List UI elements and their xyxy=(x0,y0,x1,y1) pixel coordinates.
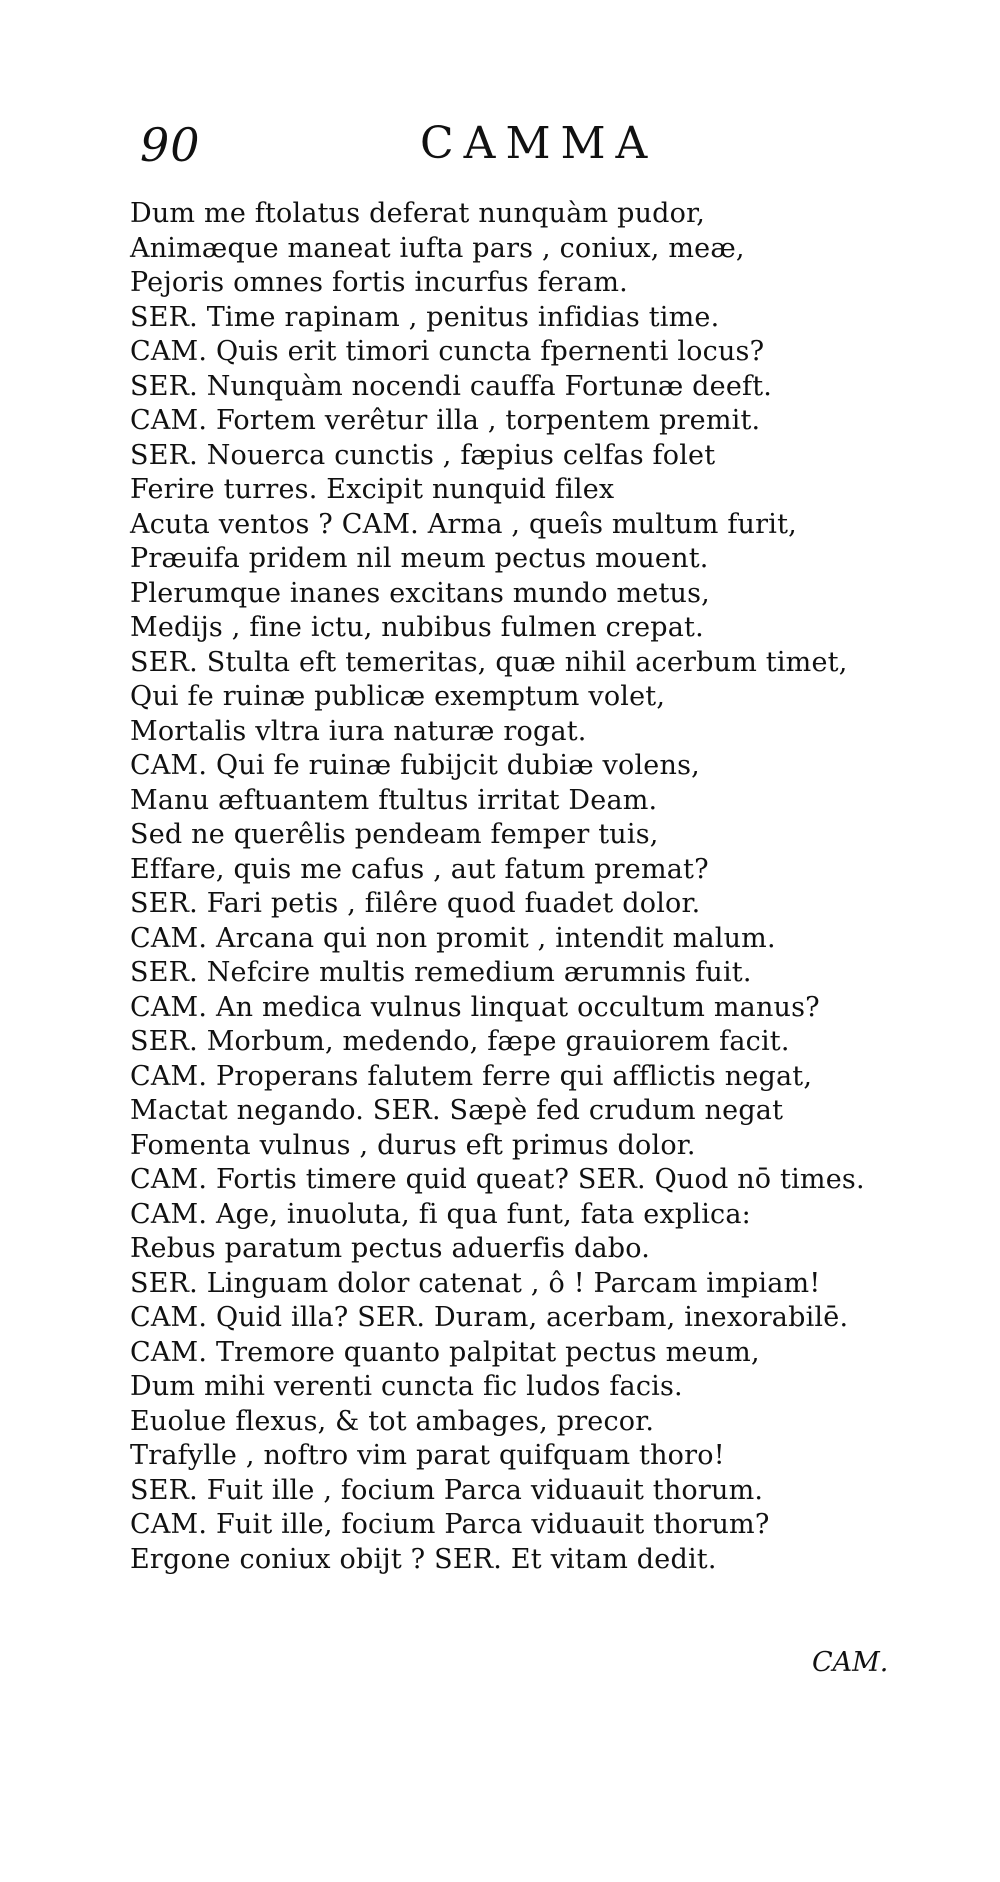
verse-line: SER. Stulta eft temeritas, quæ nihil acerbum timet, xyxy=(130,646,848,678)
verse-line: SER. Time rapinam , penitus infidias time. xyxy=(130,301,720,333)
verse-line: CAM. Quid illa? SER. Duram, acerbam, inexorabilē. xyxy=(130,1302,849,1333)
verse-line: Ergone coniux obijt ? SER. Et vitam dedit. xyxy=(130,1543,717,1575)
running-title: CAMMA xyxy=(420,118,658,169)
verse-line: CAM. Tremore quanto palpitat pectus meum, xyxy=(130,1336,760,1368)
verse-line: Sed ne querêlis pendeam femper tuis, xyxy=(130,819,659,850)
verse-line: SER. Nouerca cunctis , fæpius celfas folet xyxy=(130,439,716,471)
verse-line: Trafylle , noftro vim parat quifquam thoro! xyxy=(130,1440,725,1471)
verse-line: Dum mihi verenti cuncta fic ludos facis. xyxy=(130,1371,683,1402)
verse-line: CAM. Fuit ille, focium Parca viduauit thorum? xyxy=(130,1509,770,1540)
verse-line: SER. Linguam dolor catenat , ô ! Parcam impiam! xyxy=(130,1267,821,1299)
verse-line: Medijs , fine ictu, nubibus fulmen crepat. xyxy=(130,612,704,643)
verse-line: SER. Nunquàm nocendi cauffa Fortunæ deeft. xyxy=(130,370,773,402)
verse-line: Ferire turres. Excipit nunquid filex xyxy=(130,474,615,505)
verse-line: CAM. Arcana qui non promit , intendit malum. xyxy=(130,922,776,954)
verse-line: Euolue flexus, & tot ambages, precor. xyxy=(130,1405,655,1437)
verse-line: CAM. Fortis timere quid queat? SER. Quod nō times. xyxy=(130,1164,865,1195)
verse-line: Dum me ftolatus deferat nunquàm pudor, xyxy=(130,198,706,229)
verse-line: Mortalis vltra iura naturæ rogat. xyxy=(130,715,587,747)
verse-line: Fomenta vulnus , durus eft primus dolor. xyxy=(130,1129,696,1161)
verse-line: Mactat negando. SER. Sæpè fed crudum negat xyxy=(130,1095,784,1126)
verse-line: CAM. Qui fe ruinæ fubijcit dubiæ volens, xyxy=(130,750,700,781)
verse-line: Effare, quis me cafus , aut fatum premat? xyxy=(130,853,709,885)
verse-line: CAM. Fortem verêtur illa , torpentem premit. xyxy=(130,405,761,436)
verse-line: Manu æftuantem ftultus irritat Deam. xyxy=(130,784,658,816)
page-number: 90 xyxy=(140,118,201,172)
verse-line: Pejoris omnes fortis incurfus feram. xyxy=(130,267,628,298)
verse-line: Animæque maneat iufta pars , coniux, meæ, xyxy=(130,232,745,264)
verse-line: CAM. Age, inuoluta, fi qua funt, fata explica: xyxy=(130,1198,751,1230)
page-header xyxy=(140,118,900,178)
verse-line: CAM. Quis erit timori cuncta fpernenti locus? xyxy=(130,336,765,367)
verse-line: Acuta ventos ? CAM. Arma , queîs multum furit, xyxy=(130,508,797,540)
verse-line: CAM. Properans falutem ferre qui afflictis negat, xyxy=(130,1060,813,1092)
catchword: CAM. xyxy=(812,1647,889,1678)
verse-line: Præuifa pridem nil meum pectus mouent. xyxy=(130,543,709,574)
verse-line: SER. Nefcire multis remedium ærumnis fuit. xyxy=(130,957,752,988)
verse-line: CAM. An medica vulnus linquat occultum manus? xyxy=(130,991,820,1023)
verse-line: Plerumque inanes excitans mundo metus, xyxy=(130,577,710,609)
verse-line: Qui fe ruinæ publicæ exemptum volet, xyxy=(130,681,666,712)
verse-line: SER. Fari petis , filêre quod fuadet dolor. xyxy=(130,888,701,919)
verse-line: Rebus paratum pectus aduerfis dabo. xyxy=(130,1233,651,1264)
verse-text xyxy=(130,197,930,1577)
verse-line: SER. Morbum, medendo, fæpe grauiorem facit. xyxy=(130,1026,790,1057)
verse-line: SER. Fuit ille , focium Parca viduauit thorum. xyxy=(130,1474,764,1506)
